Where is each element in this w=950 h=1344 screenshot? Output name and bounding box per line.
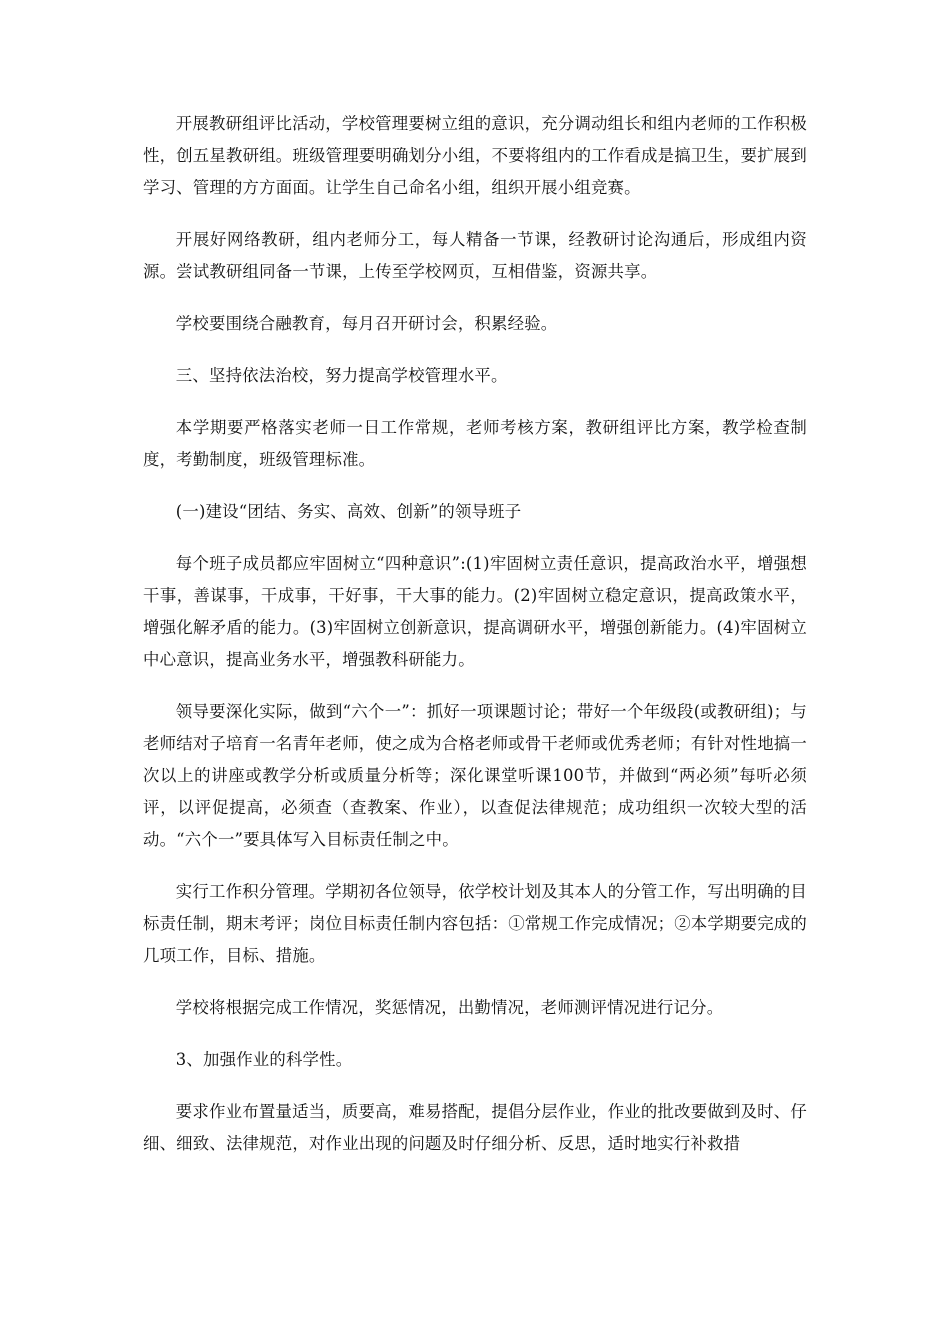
paragraph-teaching-group-evaluation: 开展教研组评比活动，学校管理要树立组的意识，充分调动组长和组内老师的工作积极性，创五星教研组。班级管理要明确划分小组，不要将组内的工作看成是搞卫生，要扩展到学习、管理的方方面面。让学生自己命名小组，组织开展小组竞赛。	[143, 114, 807, 197]
paragraph-seminar: 学校要围绕合融教育，每月召开研讨会，积累经验。	[175, 314, 558, 333]
paragraph-online-research: 开展好网络教研，组内老师分工，每人精备一节课，经教研讨论沟通后，形成组内资源。尝试教研组同备一节课，上传至学校网页，互相借鉴，资源共享。	[143, 230, 807, 281]
paragraph-routine-standards: 本学期要严格落实老师一日工作常规，老师考核方案，教研组评比方案，教学检查制度，考勤制度，班级管理标准。	[143, 418, 807, 469]
subheading-leadership-team: (一)建设“团结、务实、高效、创新”的领导班子	[175, 502, 522, 521]
section-heading-law-based-management: 三、坚持依法治校，努力提高学校管理水平。	[175, 366, 508, 385]
paragraph-six-ones: 领导要深化实际，做到“六个一”：抓好一项课题讨论；带好一个年级段(或教研组)；与老师结对子培育一名青年老师，使之成为合格老师或骨干老师或优秀老师；有针对性地搞一次以上的讲座或教学分析或质量分析等；深化课堂听课100节，并做到“两必须”每听必须评，以评促提高，必须查（查教案、作业），以查促法律规范；成功组织一次较大型的活动。“六个一”要具体写入目标责任制之中。	[143, 702, 807, 849]
paragraph-scoring: 学校将根据完成工作情况，奖惩情况，出勤情况，老师测评情况进行记分。	[175, 998, 724, 1017]
document-body	[143, 108, 807, 1180]
subheading-homework: 3、加强作业的科学性。	[175, 1050, 353, 1069]
paragraph-four-awareness: 每个班子成员都应牢固树立“四种意识”:(1)牢固树立责任意识，提高政治水平，增强想干事，善谋事，干成事，干好事，干大事的能力。(2)牢固树立稳定意识，提高政策水平，增强化解矛盾的能力。(3)牢固树立创新意识，提高调研水平，增强创新能力。(4)牢固树立中心意识，提高业务水平，增强教科研能力。	[143, 554, 807, 669]
paragraph-homework-requirements: 要求作业布置量适当，质要高，难易搭配，提倡分层作业，作业的批改要做到及时、仔细、细致、法律规范，对作业出现的问题及时仔细分析、反思，适时地实行补救措	[143, 1102, 807, 1153]
paragraph-points-management: 实行工作积分管理。学期初各位领导，依学校计划及其本人的分管工作，写出明确的目标责任制，期末考评；岗位目标责任制内容包括：①常规工作完成情况；②本学期要完成的几项工作，目标、措施。	[143, 882, 807, 965]
